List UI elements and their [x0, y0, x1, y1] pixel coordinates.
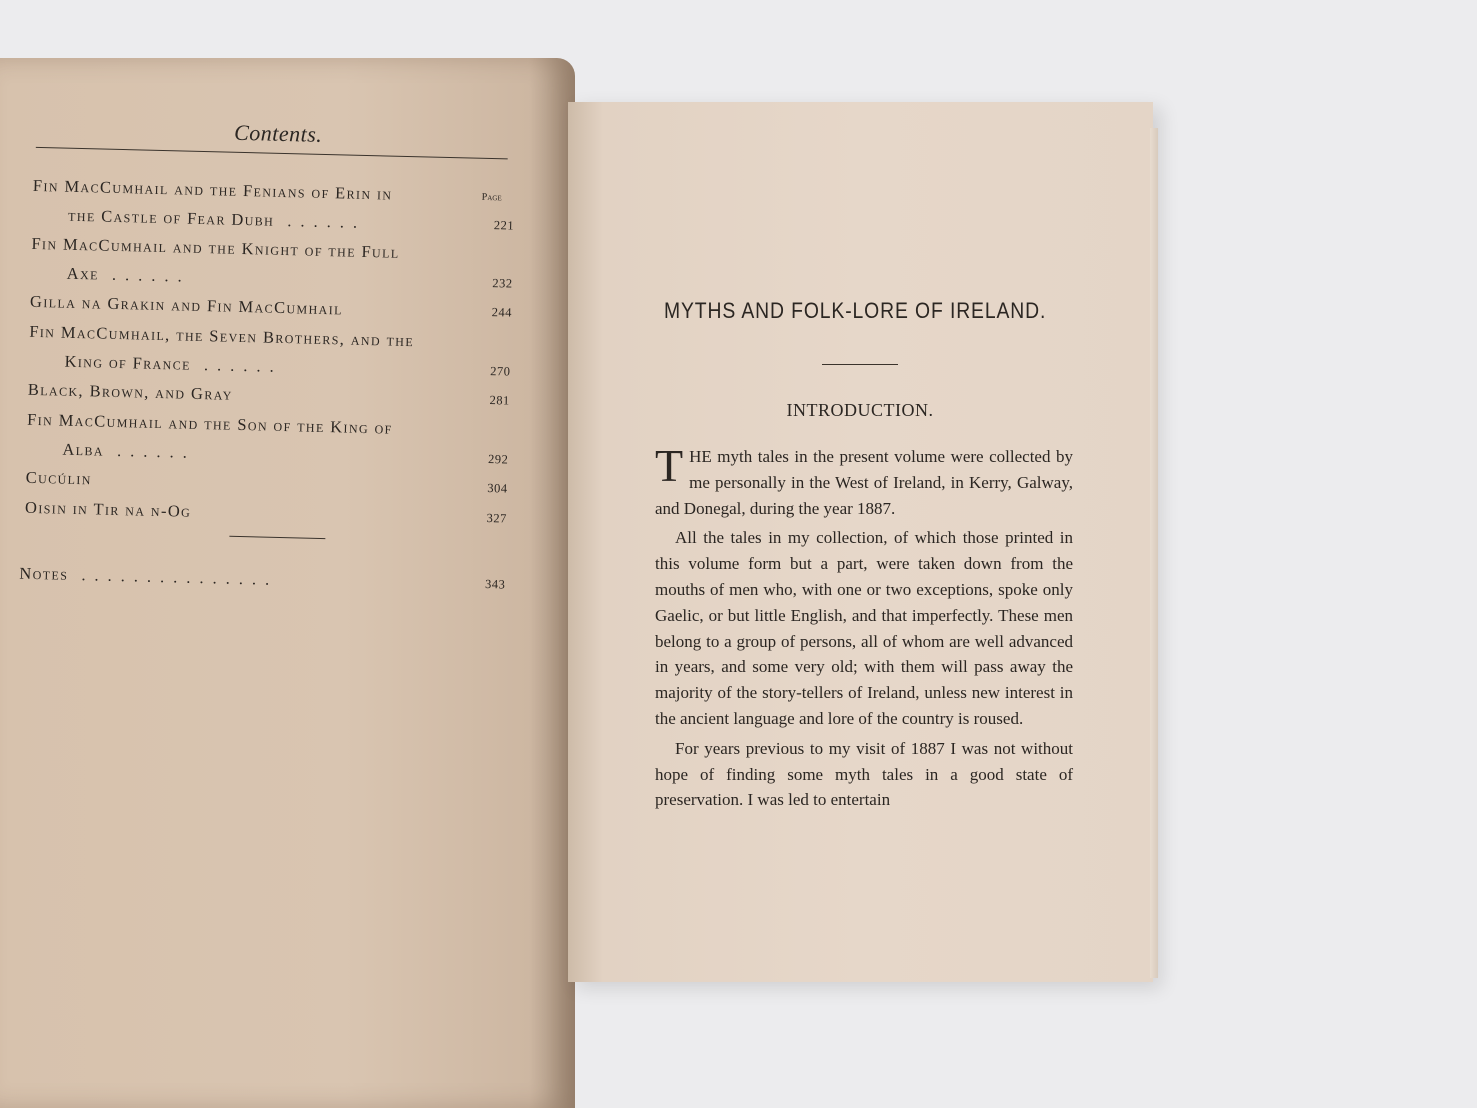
paragraph: All the tales in my collection, of which those printed in this volume form but a part, were taken down from the mouths of men who, with one or two exceptions, spoke only Gaelic, or but little English, and that imperfectly. These men belong to a group of persons, all of whom are well advanced in years, and some very old; with them will pass away the majority of the story-tellers of Ireland, unless new interest in the ancient language and lore of the country is roused. [655, 528, 1073, 728]
toc-entry-title: Cucúlin [25, 467, 93, 489]
section-rule [229, 536, 325, 539]
toc-entry-title: Fin MacCumhail and the Fenians of Erin in [32, 175, 393, 204]
toc-page-number: 281 [489, 393, 510, 408]
toc-entry-title-cont: the Castle of Fear Dubh [67, 205, 275, 230]
toc-page-number: 221 [493, 218, 515, 233]
toc-entry-title: Black, Brown, and Gray [27, 379, 234, 404]
contents-block [0, 58, 540, 631]
toc-page-number: 327 [486, 511, 508, 526]
toc-entry-title: Fin MacCumhail and the Son of the King of [26, 409, 393, 438]
leader-dots: ...... [274, 210, 367, 232]
toc-entry-title: Notes [19, 563, 69, 584]
leader-dots: ...... [103, 440, 197, 462]
paragraph: For years previous to my visit of 1887 I was not without hope of finding some myth tales in a good state of preservation. I was led to entertain [655, 738, 1073, 810]
toc-entry-title: Fin MacCumhail, the Seven Brothers, and the [29, 321, 415, 351]
toc-entry-title-cont: Alba [62, 439, 105, 460]
paragraph [655, 440, 1073, 521]
drop-cap: T [655, 440, 684, 491]
toc-entry-title: Fin MacCumhail and the Knight of the Full [31, 233, 400, 262]
leader-dots: ............... [68, 564, 279, 589]
toc-notes-entry [19, 559, 504, 600]
leader-dots: ...... [190, 354, 283, 376]
toc-page-number: 270 [490, 364, 511, 379]
toc-entry-title-cont: King of France [64, 351, 192, 374]
page-edges [1150, 128, 1158, 978]
toc-page-number: 292 [487, 452, 509, 467]
leader-dots: ...... [98, 264, 191, 286]
toc-entry-title: Oisin in Tir na n-Og [24, 497, 192, 521]
contents-title: Contents. [233, 119, 323, 147]
paragraph-text: HE myth tales in the present volume were collected by me personally in the West of Ireland, in Kerry, Galway, and Donegal, during the year 1887. [655, 447, 1073, 518]
toc-page-number: 244 [491, 305, 513, 320]
book-title: MYTHS AND FOLK-LORE OF IRELAND. [664, 298, 1047, 323]
section-heading: INTRODUCTION. [786, 400, 934, 420]
introduction-text [655, 440, 1073, 817]
toc-entry-title-cont: Axe [66, 263, 100, 284]
toc-page-number: 343 [484, 577, 506, 592]
toc-entry-title: Gilla na Grakin and Fin MacCumhail [29, 291, 344, 319]
toc-page-number: 232 [492, 276, 513, 291]
left-page [0, 58, 575, 1108]
title-rule [822, 364, 898, 365]
page-column-header: Page [481, 191, 502, 204]
toc-page-number: 304 [487, 481, 508, 496]
